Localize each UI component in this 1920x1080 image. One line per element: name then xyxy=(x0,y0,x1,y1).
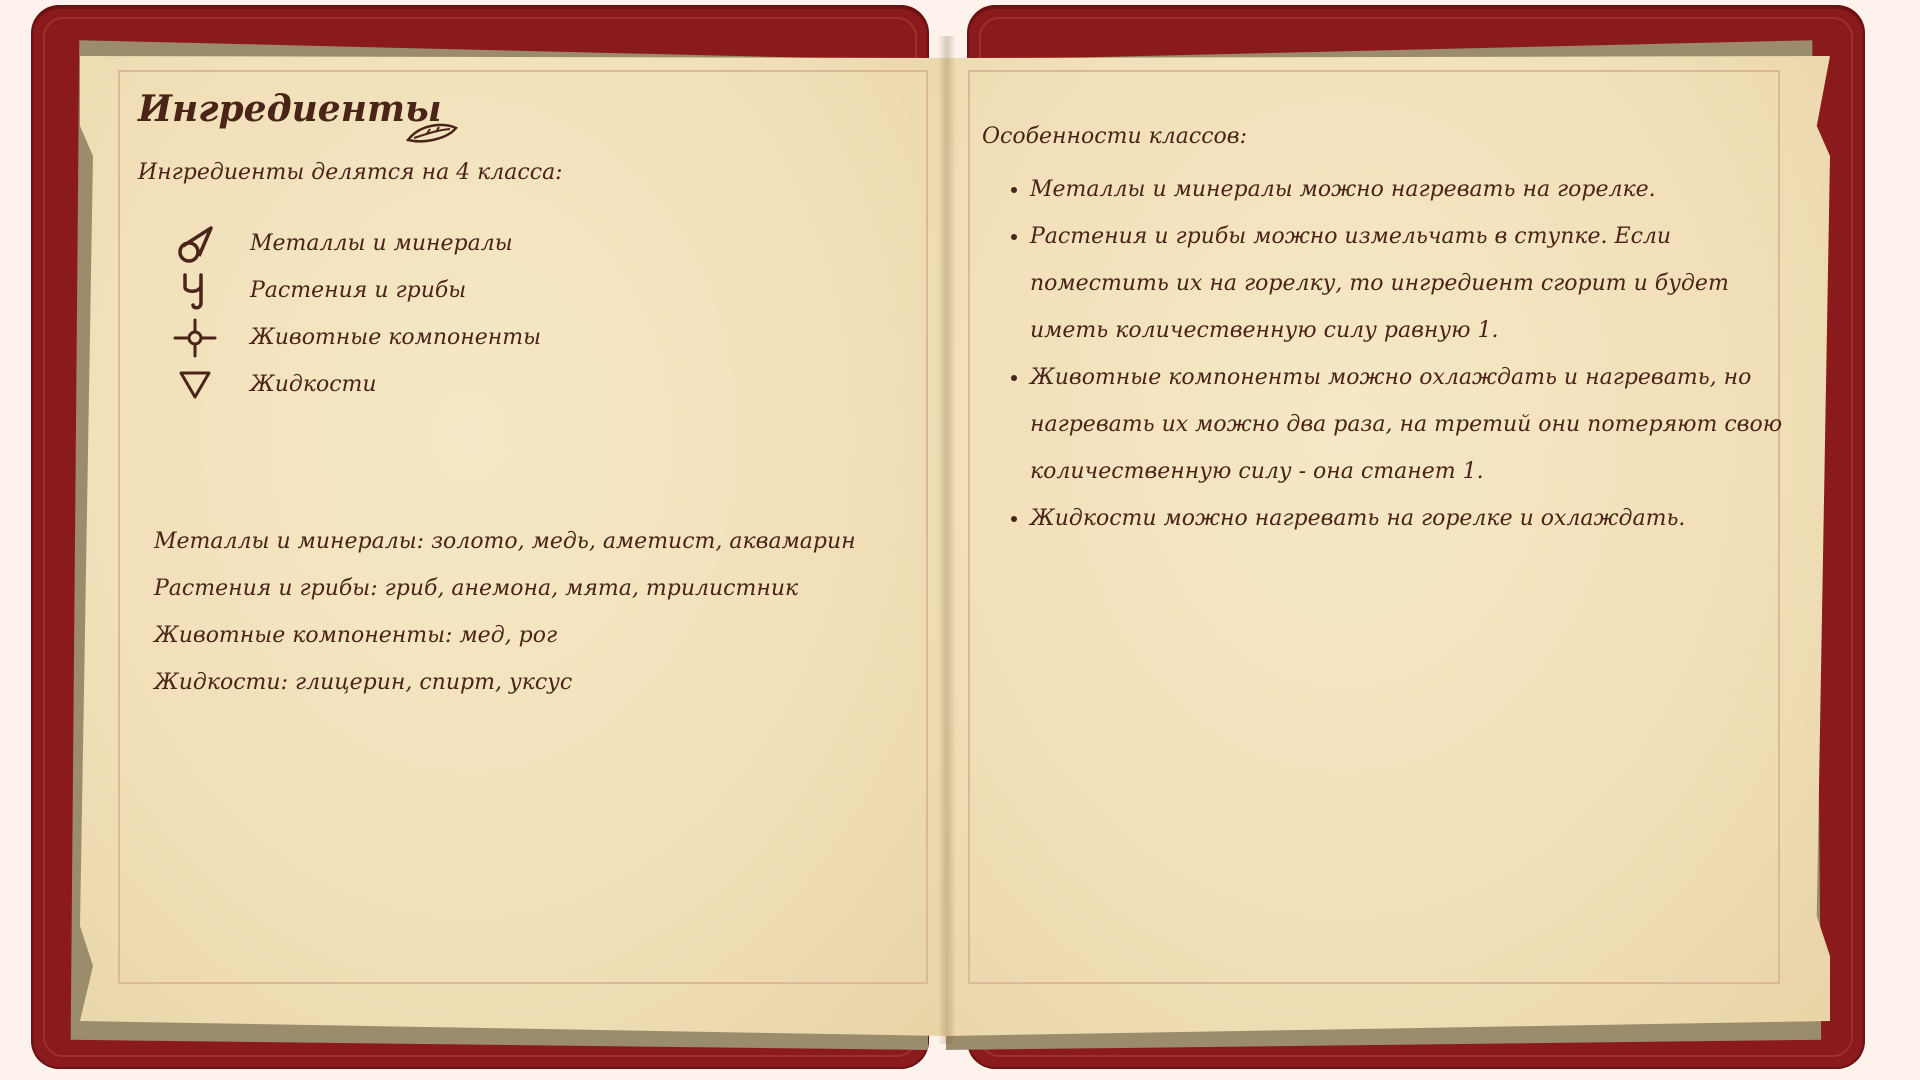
class-item-plants xyxy=(160,267,541,314)
class-label: Жидкости xyxy=(250,372,377,397)
ingredient-list-metals: Металлы и минералы: золото, медь, аметист, аквамарин xyxy=(154,529,856,554)
leaf-ornament-icon xyxy=(404,120,460,146)
feature-item: • Жидкости можно нагревать на горелке и охлаждать. xyxy=(1030,495,1810,542)
features-list xyxy=(1000,166,1810,542)
feature-item: • Растения и грибы можно измельчать в ступке. Если поместить их на горелку, то ингредиент сгорит и будет иметь количественную силу равную 1. xyxy=(1030,213,1810,354)
book-spine xyxy=(938,36,956,1044)
classes-intro: Ингредиенты делятся на 4 класса: xyxy=(138,160,563,185)
class-label: Животные компоненты xyxy=(250,325,542,350)
feature-item: • Металлы и минералы можно нагревать на горелке. xyxy=(1030,166,1810,213)
class-label: Металлы и минералы xyxy=(250,231,513,256)
plant-mushroom-icon xyxy=(160,269,230,313)
liquid-icon xyxy=(160,363,230,407)
class-item-animals xyxy=(160,314,541,361)
animal-component-icon xyxy=(160,316,230,360)
features-title: Особенности классов: xyxy=(982,124,1247,149)
page-title: Ингредиенты xyxy=(138,88,442,130)
class-list xyxy=(160,220,541,408)
ingredient-list-animals: Животные компоненты: мед, рог xyxy=(154,623,558,648)
class-item-liquids xyxy=(160,361,541,408)
class-item-metals xyxy=(160,220,541,267)
ingredient-list-plants: Растения и грибы: гриб, анемона, мята, трилистник xyxy=(154,576,799,601)
metal-mineral-icon xyxy=(160,222,230,266)
ingredient-list-liquids: Жидкости: глицерин, спирт, уксус xyxy=(154,670,573,695)
ingredient-lists xyxy=(154,518,856,706)
class-label: Растения и грибы xyxy=(250,278,467,303)
feature-item: • Животные компоненты можно охлаждать и нагревать, но нагревать их можно два раза, на третий они потеряют свою количественную силу - она станет 1. xyxy=(1030,354,1810,495)
